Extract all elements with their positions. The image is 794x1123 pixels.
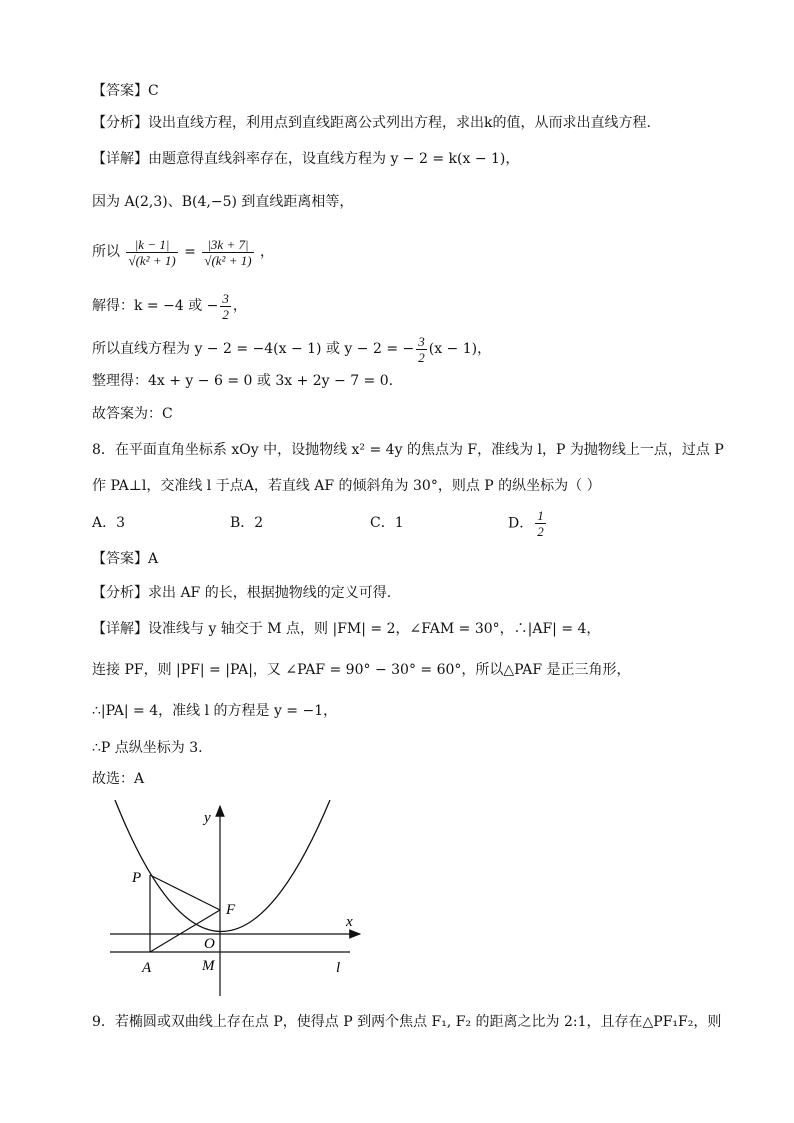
detail-text: 所以直线方程为 y − 2 = −4(x − 1) 或 y − 2 = − bbox=[92, 341, 415, 357]
question-text: 8．在平面直角坐标系 xOy 中，设抛物线 x² = 4y 的焦点为 F，准线为 l，P 为抛物线上一点，过点 P bbox=[92, 442, 724, 458]
detail-line-7 bbox=[92, 404, 173, 424]
question-8-line-1 bbox=[92, 440, 724, 460]
detail-text: 因为 A(2,3)、B(4,−5) 到直线距离相等， bbox=[92, 194, 354, 210]
numerator: |k − 1| bbox=[126, 237, 177, 253]
choice-d-label: D． bbox=[508, 515, 534, 532]
answer-tag: 【答案】 bbox=[92, 551, 148, 567]
question-9-line-1 bbox=[92, 1012, 721, 1032]
segment-pf bbox=[150, 875, 220, 910]
answer-line-1 bbox=[92, 81, 159, 101]
analysis-line-2 bbox=[92, 583, 391, 603]
numerator: 3 bbox=[222, 290, 229, 306]
detail-prefix: 所以 bbox=[92, 244, 120, 260]
detail-line-2 bbox=[92, 192, 353, 212]
denominator: 2 bbox=[222, 306, 229, 322]
question-text: 9．若椭圆或双曲线上存在点 P，使得点 P 到两个焦点 F₁, F₂ 的距离之比为 2:1，且存在△PF₁F₂，则 bbox=[92, 1014, 722, 1030]
answer-value: C bbox=[148, 83, 159, 99]
fraction bbox=[416, 334, 427, 365]
parabola-figure bbox=[100, 800, 370, 1004]
question-8-line-2 bbox=[92, 476, 601, 496]
analysis-text: 设出直线方程，利用点到直线距离公式列出方程，求出k的值，从而求出直线方程. bbox=[148, 115, 651, 131]
detail-suffix: ， bbox=[260, 244, 275, 260]
analysis-text: 求出 AF 的长，根据抛物线的定义可得. bbox=[148, 585, 392, 601]
detail-line-11 bbox=[92, 738, 203, 758]
detail-text: 解得：k = −4 或 − bbox=[92, 298, 219, 314]
detail-line-6 bbox=[92, 371, 393, 391]
label-o: O bbox=[204, 936, 215, 952]
detail-line-5 bbox=[92, 331, 491, 367]
denominator: √(k² + 1) bbox=[204, 252, 252, 268]
denominator: √(k² + 1) bbox=[128, 252, 176, 268]
detail-line-3 bbox=[92, 234, 274, 270]
label-f: F bbox=[226, 902, 236, 918]
denominator: 2 bbox=[537, 524, 544, 539]
detail-line-12 bbox=[92, 769, 144, 789]
choice-a: A．3 bbox=[92, 515, 126, 531]
label-l: l bbox=[336, 960, 341, 976]
denominator: 2 bbox=[418, 349, 425, 365]
choice-b: B．2 bbox=[230, 515, 264, 531]
detail-text: 设准线与 y 轴交于 M 点，则 |FM| = 2，∠FAM = 30°，∴|AF| = 4， bbox=[148, 621, 601, 637]
detail-text: ∴P 点纵坐标为 3. bbox=[92, 740, 203, 756]
label-a: A bbox=[142, 960, 152, 976]
detail-line-4 bbox=[92, 288, 247, 324]
detail-text: 整理得：4x + y − 6 = 0 或 3x + 2y − 7 = 0. bbox=[92, 373, 394, 389]
parabola-diagram bbox=[100, 800, 370, 1000]
detail-text: ∴|PA| = 4，准线 l 的方程是 y = −1， bbox=[92, 703, 338, 719]
label-y: y bbox=[204, 810, 211, 826]
detail-tag: 【详解】 bbox=[92, 621, 148, 637]
answer-line-2 bbox=[92, 549, 158, 569]
fraction bbox=[220, 291, 231, 322]
choice-c: C．1 bbox=[370, 515, 404, 531]
equals-sign: = bbox=[184, 244, 196, 260]
fraction bbox=[535, 508, 546, 539]
detail-text: 由题意得直线斜率存在，设直线方程为 y − 2 = k(x − 1)， bbox=[148, 151, 520, 167]
analysis-tag: 【分析】 bbox=[92, 115, 148, 131]
fraction bbox=[202, 237, 253, 268]
question-text: 作 PA⊥l，交准线 l 于点A，若直线 AF 的倾斜角为 30°，则点 P 的纵坐标为（ ） bbox=[92, 478, 601, 494]
analysis-line-1 bbox=[92, 113, 651, 133]
detail-line-1 bbox=[92, 149, 519, 169]
label-x: x bbox=[346, 914, 353, 930]
detail-suffix: (x − 1)， bbox=[428, 341, 492, 357]
numerator: 1 bbox=[537, 508, 544, 523]
detail-line-9 bbox=[92, 660, 631, 680]
choice-d bbox=[508, 508, 548, 539]
detail-line-10 bbox=[92, 701, 337, 721]
detail-text: 故选：A bbox=[92, 771, 145, 787]
label-m: M bbox=[202, 958, 215, 974]
answer-value: A bbox=[148, 551, 159, 567]
detail-line-8 bbox=[92, 619, 600, 639]
answer-tag: 【答案】 bbox=[92, 83, 148, 99]
fraction bbox=[126, 237, 177, 268]
detail-text: 故答案为：C bbox=[92, 406, 173, 422]
numerator: |3k + 7| bbox=[202, 237, 253, 253]
numerator: 3 bbox=[418, 333, 425, 349]
label-p: P bbox=[132, 870, 142, 886]
analysis-tag: 【分析】 bbox=[92, 585, 148, 601]
parabola-curve bbox=[115, 800, 330, 932]
detail-tag: 【详解】 bbox=[92, 151, 148, 167]
detail-suffix: ， bbox=[232, 298, 247, 314]
detail-text: 连接 PF，则 |PF| = |PA|，又 ∠PAF = 90° − 30° = 60°，所以△PAF 是正三角形， bbox=[92, 662, 631, 678]
